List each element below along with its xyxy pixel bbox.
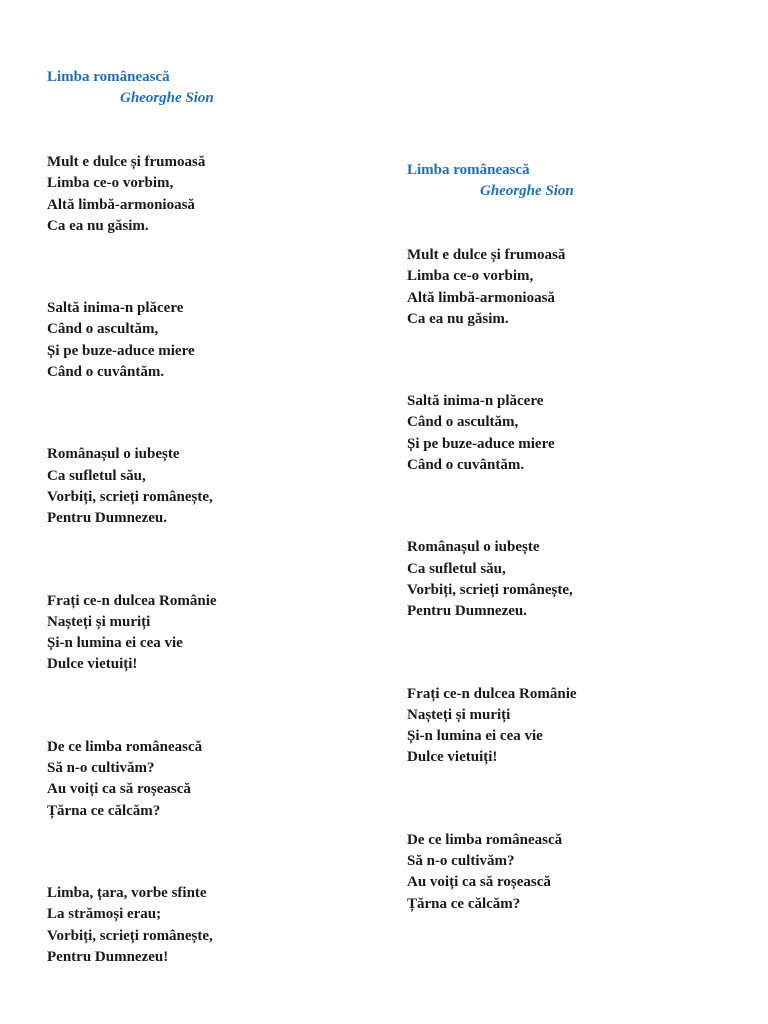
poem-line: Când o ascultăm, [407, 414, 519, 431]
poem-stanza [47, 883, 387, 968]
poem-column-left [47, 67, 387, 968]
poem-line: Nașteți și muriți [47, 613, 151, 630]
poem-line: Mult e dulce și frumoasă [47, 154, 206, 170]
poem-stanza [407, 830, 747, 915]
poem-line: Vorbiți, scrieți românește, [407, 581, 573, 598]
poem-line: Frați ce-n dulcea Românie [47, 592, 217, 609]
poem-line: Și pe buze-aduce miere [407, 435, 555, 452]
poem-stanza [47, 152, 387, 237]
poem-line: Țărna ce călcăm? [47, 802, 161, 819]
poem-stanza [407, 537, 747, 622]
poem-line: Să n-o cultivăm? [407, 853, 515, 870]
poem-line: Să n-o cultivăm? [47, 760, 155, 777]
poem-line: Vorbiți, scrieți românește, [47, 927, 213, 944]
poem-line: Românașul o iubește [407, 539, 540, 556]
poem-line: Și-n lumina ei cea vie [47, 635, 183, 652]
poem-line: Ca ea nu găsim. [47, 217, 149, 234]
poem-line: De ce limba românească [47, 738, 203, 755]
poem-line: Ca ea nu găsim. [407, 310, 509, 327]
poem-title: Limba românească [47, 69, 170, 85]
poem-line: Când o cuvântăm. [47, 364, 165, 381]
poem-line: Când o cuvântăm. [407, 457, 525, 474]
poem-line: Au voiți ca să roșească [47, 781, 191, 798]
poem-stanza [407, 391, 747, 476]
poem-line: La strămoși erau; [47, 906, 162, 923]
poem-line: Românașul o iubește [47, 446, 180, 463]
poem-line: Mult e dulce și frumoasă [407, 247, 566, 263]
poem-line: Pentru Dumnezeu! [47, 948, 169, 965]
poem-stanzas [47, 152, 387, 968]
poem-stanza [47, 298, 387, 383]
poem-line: Țărna ce călcăm? [407, 895, 521, 912]
poem-line: Nașteți și muriți [407, 706, 511, 723]
poem-line: Limba ce-o vorbim, [407, 268, 534, 285]
poem-stanza [407, 684, 747, 769]
poem-line: Ca sufletul său, [47, 467, 146, 484]
poem-stanza [47, 444, 387, 529]
poem-line: Altă limbă-armonioasă [47, 196, 195, 213]
poem-line: Frați ce-n dulcea Românie [407, 685, 577, 702]
poem-stanza [407, 245, 747, 330]
poem-line: Pentru Dumnezeu. [407, 603, 527, 620]
poem-line: Saltă inima-n plăcere [407, 393, 544, 410]
poem-column-right [407, 160, 747, 915]
poem-line: Dulce vietuiți! [407, 749, 498, 766]
poem-line: Și-n lumina ei cea vie [407, 728, 543, 745]
poem-author: Gheorghe Sion [120, 90, 214, 106]
poem-line: Saltă inima-n plăcere [47, 300, 184, 317]
poem-line: De ce limba românească [407, 831, 563, 848]
poem-line: Pentru Dumnezeu. [47, 510, 167, 527]
poem-title: Limba românească [407, 162, 530, 178]
poem-stanzas [407, 245, 747, 915]
poem-author: Gheorghe Sion [480, 183, 574, 199]
poem-line: Limba, țara, vorbe sfinte [47, 884, 207, 901]
poem-stanza [47, 591, 387, 676]
poem-line: Limba ce-o vorbim, [47, 175, 174, 192]
poem-stanza [47, 737, 387, 822]
poem-line: Ca sufletul său, [407, 560, 506, 577]
poem-line: Vorbiți, scrieți românește, [47, 488, 213, 505]
poem-line: Dulce vietuiți! [47, 656, 138, 673]
poem-line: Când o ascultăm, [47, 321, 159, 338]
poem-line: Au voiți ca să roșească [407, 874, 551, 891]
poem-line: Și pe buze-aduce miere [47, 342, 195, 359]
poem-line: Altă limbă-armonioasă [407, 289, 555, 306]
